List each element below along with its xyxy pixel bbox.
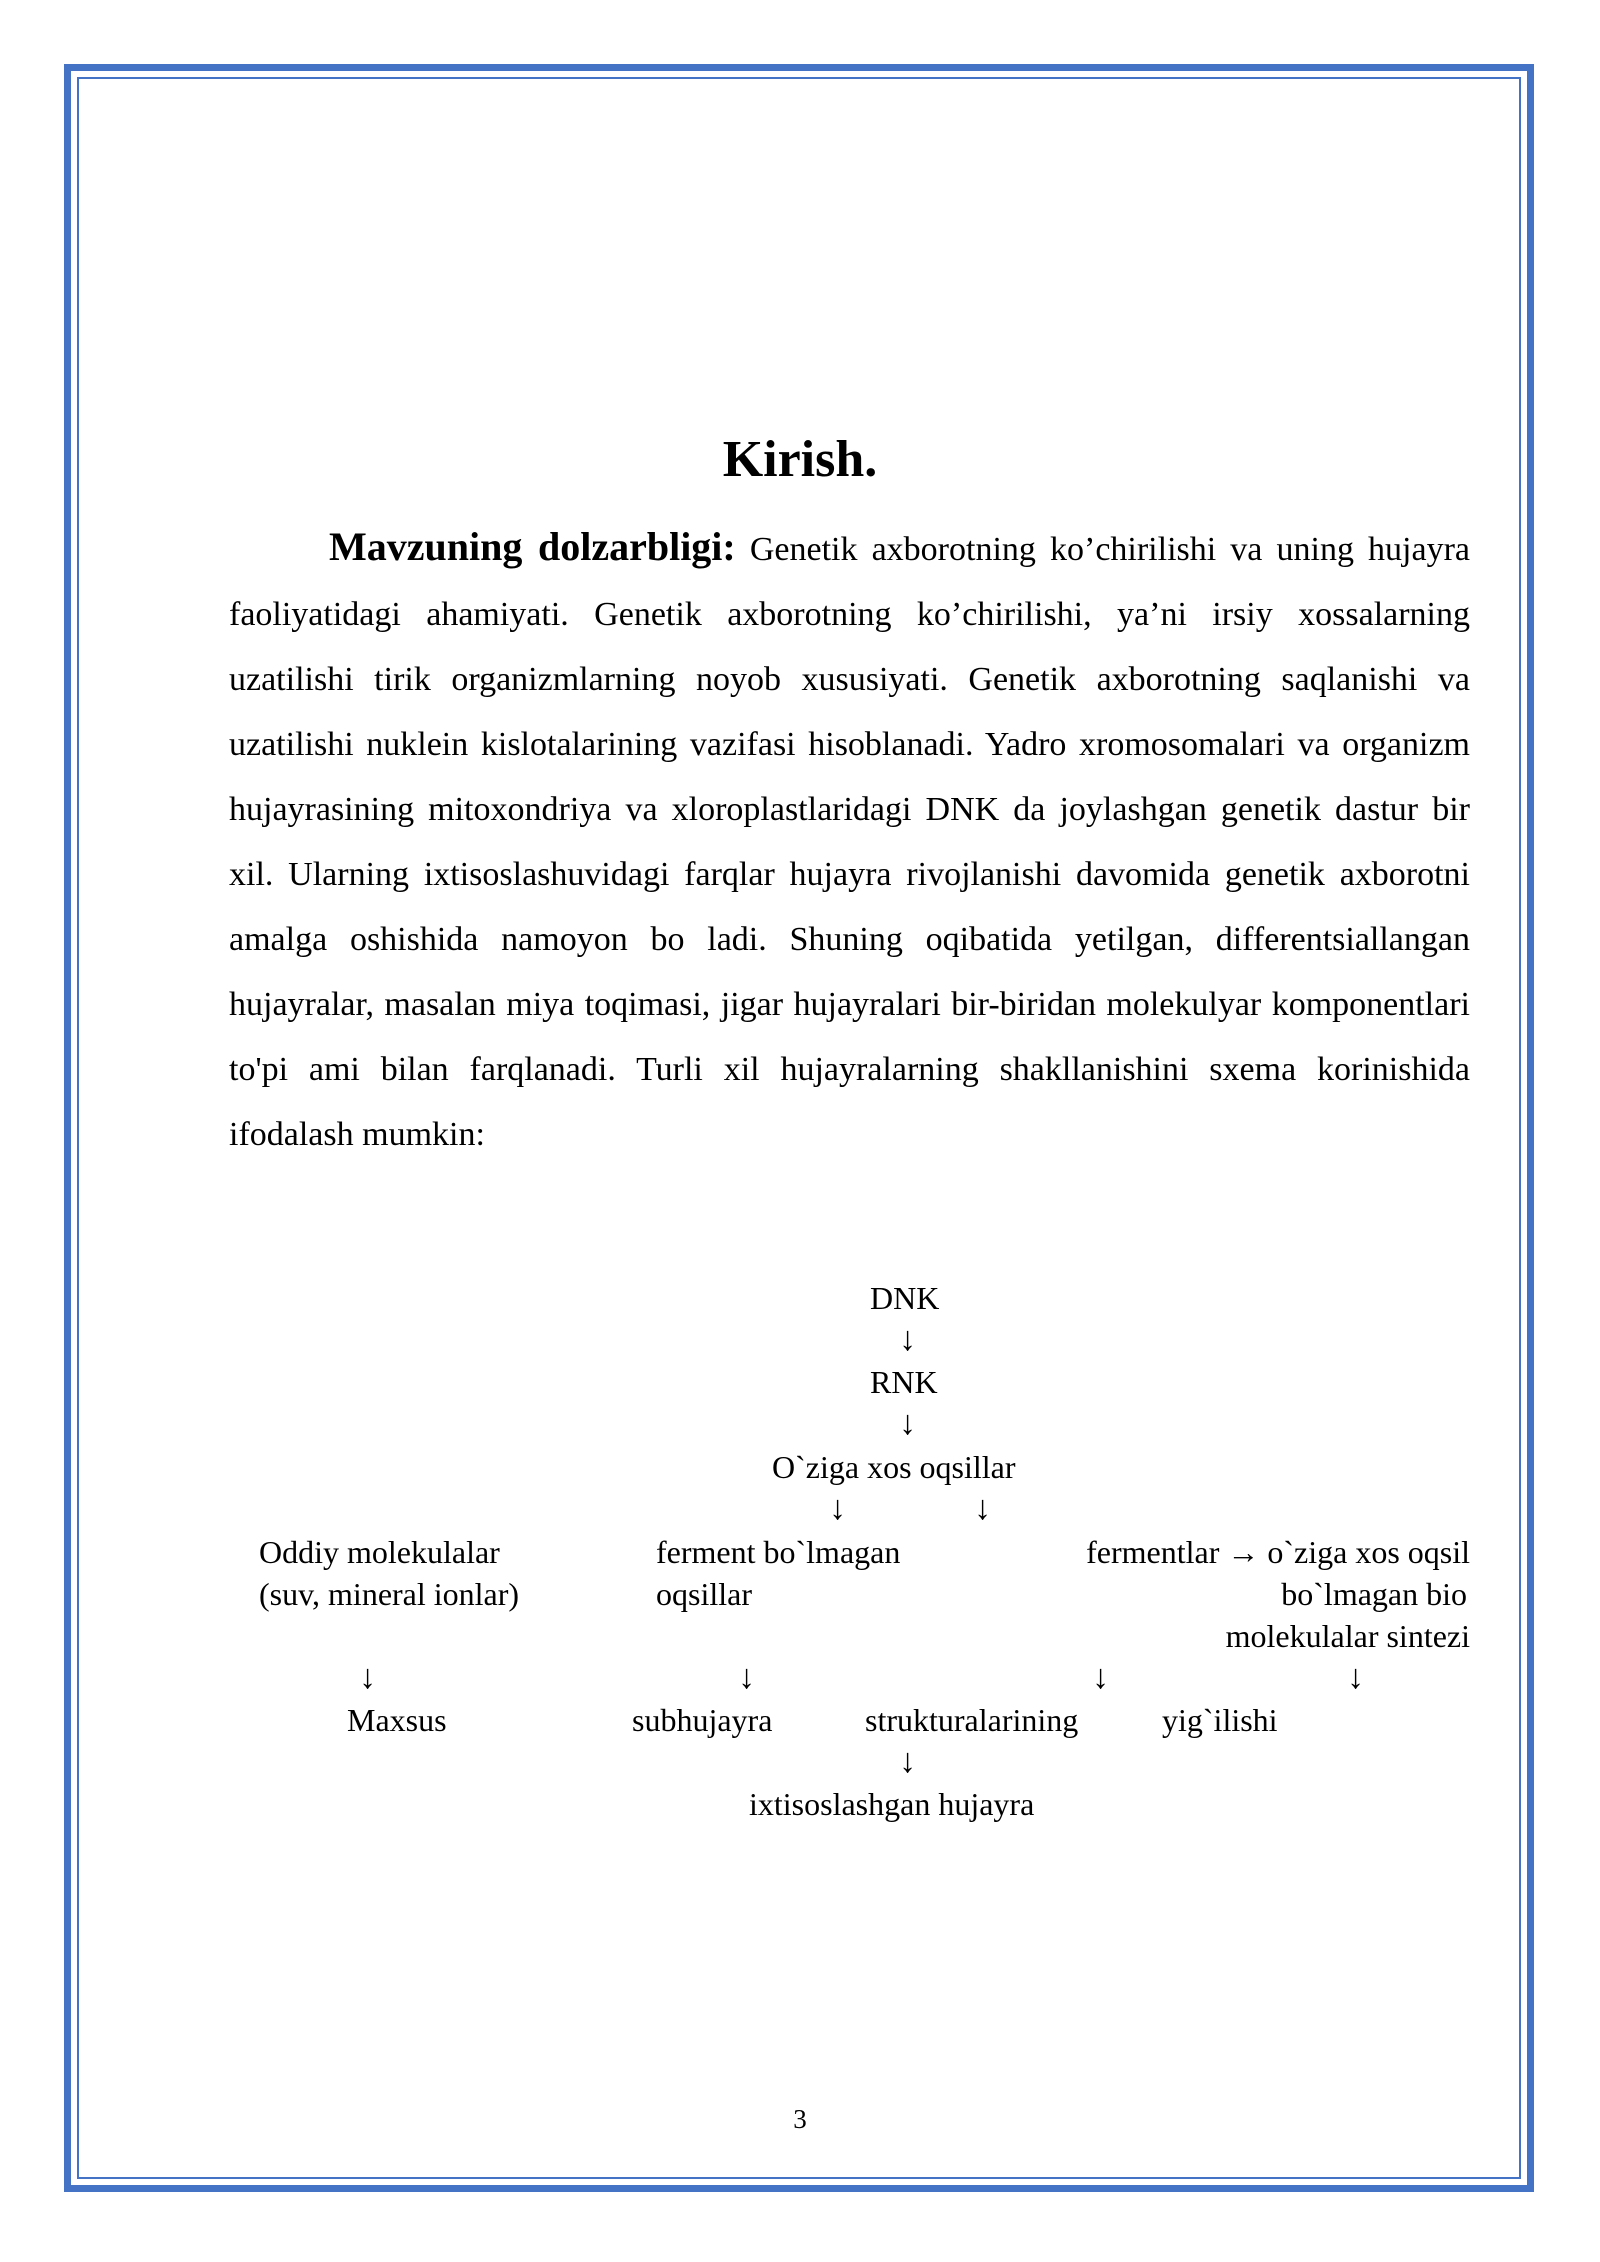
node-enzymes: fermentlar → o`ziga xos oqsil: [1086, 1534, 1470, 1570]
arrow-structures-specialized: ↓: [899, 1743, 916, 1780]
arrow-nonenzyme-subcell: ↓: [738, 1659, 755, 1696]
intro-paragraph: [229, 514, 1470, 1167]
arrow-rnk-proteins: ↓: [899, 1405, 916, 1442]
node-simple-molecules-line1: Oddiy molekulalar: [259, 1534, 500, 1570]
lead-in-heading: Mavzuning dolzarbligi:: [329, 524, 736, 569]
paragraph-text: Genetik axborotning ko’chirilishi va uning hujayra faoliyatidagi ahamiyati. Genetik axborotning ko’chirilishi, ya’ni irsiy xossalarning uzatilishi tirik organizmlarning noyob xususiyati. Genetik axborotning saqlanishi va uzatilishi nuklein kislotalarining vazifasi hisoblanadi. Yadro xromosomalari va organizm hujayrasining mitoxondriya va xloroplastlaridagi DNK da joylashgan genetik dastur bir xil. Ularning ixtisoslashuvidagi farqlar hujayra rivojlanishi davomida genetik axborotni amalga oshishida namoyon bo ladi. Shuning oqibatida yetilgan, differentsiallangan hujayralar, masalan miya toqimasi, jigar hujayralari bir-biridan molekulyar komponentlari to'pi ami bilan farqlanadi. Turli xil hujayralarning shakllanishini sxema korinishida ifodalash mumkin:: [229, 531, 1470, 1153]
node-simple-molecules-line2: (suv, mineral ionlar): [259, 1576, 520, 1612]
node-own-proteins: O`ziga xos oqsillar: [772, 1449, 1016, 1485]
node-assembly: yig`ilishi: [1162, 1702, 1278, 1738]
page-number: 3: [793, 2104, 807, 2134]
node-structures: strukturalarining: [865, 1702, 1079, 1738]
node-specialized-cell: ixtisoslashgan hujayra: [749, 1786, 1035, 1822]
node-non-enzyme-line2: oqsillar: [656, 1576, 752, 1612]
arrow-proteins-enzymes: ↓: [974, 1490, 991, 1527]
node-dnk: DNK: [870, 1280, 940, 1316]
page-title: Kirish.: [722, 431, 878, 488]
arrow-simple-maxsus: ↓: [359, 1659, 376, 1696]
cell-differentiation-diagram: [229, 1265, 1470, 1845]
node-non-enzyme-line1: ferment bo`lmagan: [656, 1534, 901, 1570]
arrow-dnk-rnk: ↓: [899, 1321, 916, 1358]
node-rnk: RNK: [870, 1364, 938, 1400]
arrow-biosynth-assembly: ↓: [1347, 1659, 1364, 1696]
node-bio-synthesis-line2: molekulalar sintezi: [1225, 1618, 1470, 1654]
arrow-enzymes-structures: ↓: [1092, 1659, 1109, 1696]
node-bio-synthesis-line1: bo`lmagan bio: [1281, 1576, 1467, 1612]
node-maxsus: Maxsus: [347, 1702, 447, 1738]
node-subcell: subhujayra: [632, 1702, 773, 1738]
arrow-proteins-nonenzyme: ↓: [829, 1490, 846, 1527]
